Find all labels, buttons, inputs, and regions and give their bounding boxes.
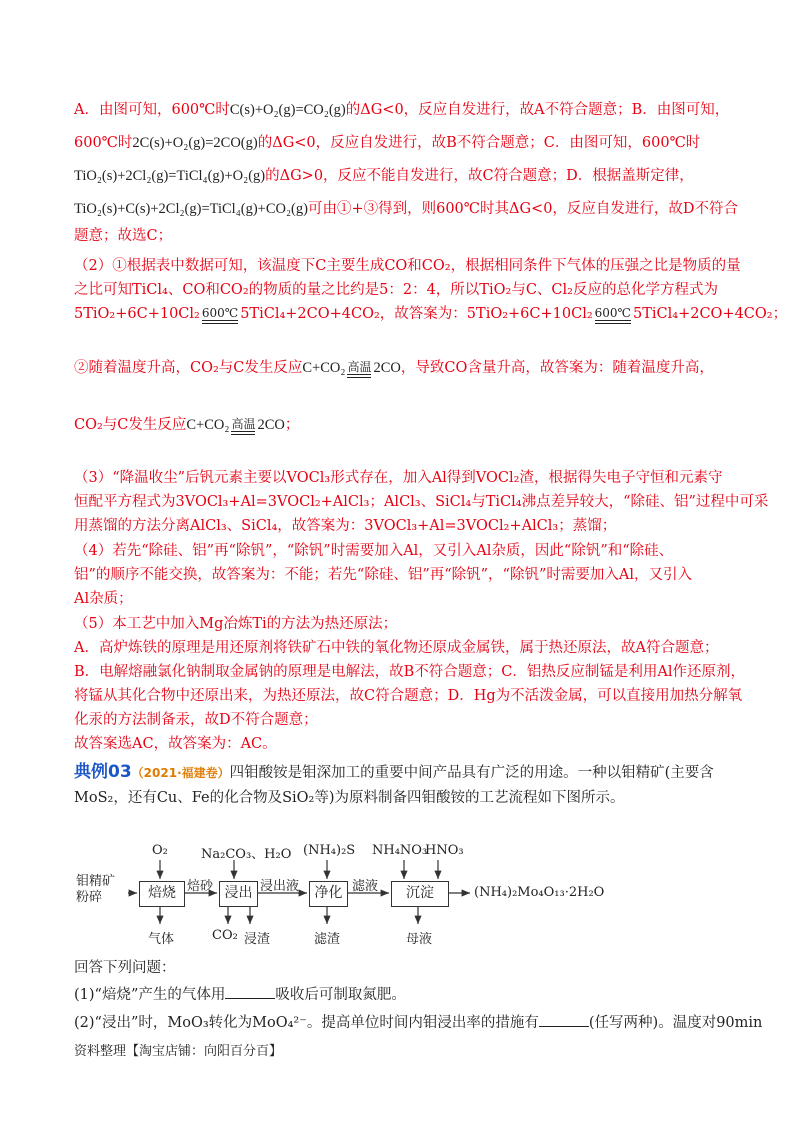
start-material [76, 874, 115, 906]
text: 将锰从其化合物中还原出来，为热还原法，故C符合题意；D．Hg为不活泼金属，可以直接用加热分解氧 [74, 688, 743, 704]
formula: C(s)+O₂(g)=CO₂(g) [229, 102, 346, 118]
condition-text: 600℃ [594, 306, 631, 320]
equation-right: 5TiCl₄+2CO+4CO₂ [240, 306, 380, 322]
condition-text: 高温 [347, 360, 372, 374]
input-label: (NH₄)₂S [303, 843, 356, 858]
condition-text: 600℃ [201, 306, 239, 320]
product-label: (NH₄)₂Mo₄O₁₃·2H₂O [474, 885, 605, 900]
step-purification [309, 881, 348, 907]
output-label: CO₂ [212, 928, 238, 943]
step-label: 浸出 [224, 885, 253, 901]
step-leaching [219, 881, 258, 907]
text: Al杂质； [74, 591, 133, 607]
equation-left: 5TiO₂+6C+10Cl₂ [74, 306, 200, 322]
formula: TiO₂(s)+2Cl₂(g)=TiCl₄(g)+O₂(g) [74, 168, 266, 184]
formula: 2CO [373, 360, 401, 376]
text: ，故答案为：5TiO₂+6C+10Cl₂ [379, 306, 593, 322]
text: 的ΔG>0，反应不能自发进行，故C符合题意；D．根据盖斯定律， [265, 168, 694, 184]
input-label: NH₄NO₃ [372, 843, 428, 858]
text: ； [284, 417, 300, 433]
example-intro: MoS₂，还有Cu、Fe的化合物及SiO₂等)为原料制备四钼酸铵的工艺流程如下图所示。 [74, 790, 625, 806]
input-label: O₂ [152, 843, 168, 858]
text: 的ΔG<0，反应自发进行，故A不符合题意；B．由图可知， [345, 102, 730, 118]
text: 600℃时 [74, 135, 133, 151]
text: 题意；故选C； [74, 228, 173, 244]
text: （5）本工艺中加入Mg冶炼Ti的方法为热还原法； [74, 616, 398, 632]
question-2 [74, 1012, 762, 1033]
text: 用蒸馏的方法分离AlCl₃、SiCl₄，故答案为：3VOCl₃+Al=3VOCl₂+AlCl₃；蒸馏； [74, 518, 617, 534]
formula: 2C(s)+O₂(g)=2CO(g) [132, 135, 258, 151]
text: 铝”的顺序不能交换，故答案为：不能；若先“除硅、铝”再“除钒”，“除钒”时需要加入Al，又引入 [74, 567, 692, 583]
step-label: 焙烧 [148, 885, 176, 901]
formula: TiO₂(s)+C(s)+2Cl₂(g)=TiCl₄(g)+CO₂(g) [74, 201, 308, 217]
footer-note: 资料整理【淘宝店铺：向阳百分百】 [74, 1044, 283, 1059]
start-label: 粉碎 [76, 890, 103, 905]
formula: C+CO₂ [302, 360, 346, 376]
formula: 2CO [257, 417, 285, 433]
question-1 [74, 984, 406, 1005]
start-label: 钼精矿 [76, 874, 116, 889]
text: CO₂与C发生反应 [74, 417, 187, 433]
text: A．高炉炼铁的原理是用还原剂将铁矿石中铁的氧化物还原成金属铁，属于热还原法，故A符合题意； [74, 640, 719, 656]
text: (任写两种)。温度对90min [588, 1015, 763, 1031]
step-label: 净化 [314, 885, 343, 901]
step-roasting [139, 881, 185, 907]
input-label: HNO₃ [425, 843, 464, 858]
text: B．电解熔融氯化钠制取金属钠的原理是电解法，故B不符合题意；C．铝热反应制锰是利用Al作还原剂， [74, 664, 746, 680]
example-title: 典例03 [74, 762, 132, 782]
output-label: 滤渣 [314, 932, 341, 947]
text: （3）“降温收尘”后钒元素主要以VOCl₃形式存在，加入Al得到VOCl₂渣，根据得失电子守恒和元素守 [74, 470, 723, 486]
text: （4）若先“除硅、铝”再“除钒”，“除钒”时需要加入Al，又引入Al杂质，因此“除钒”和“除硅、 [74, 543, 674, 559]
text: 之比可知TiCl₄、CO和CO₂的物质的量之比约是5：2：4，所以TiO₂与C、Cl₂反应的总化学方程式为 [74, 282, 718, 298]
input-label: Na₂CO₃、H₂O [201, 847, 292, 862]
stream-label: 浸出液 [260, 879, 300, 894]
text: （2）①根据表中数据可知，该温度下C主要生成CO和CO₂，根据相同条件下气体的压强之比是物质的量 [74, 258, 741, 274]
text: (2)“浸出”时，MoO₃转化为MoO₄²⁻。提高单位时间内钼浸出率的措施有 [74, 1015, 539, 1031]
answer-blank[interactable] [225, 984, 275, 999]
output-label: 浸渣 [244, 932, 271, 947]
step-precipitation [391, 881, 449, 907]
text: 吸收后可制取氮肥。 [275, 987, 406, 1003]
text: 回答下列问题： [74, 960, 176, 976]
output-label: 气体 [148, 932, 175, 947]
step-label: 沉淀 [406, 885, 434, 901]
equation-right: 5TiCl₄+2CO+4CO₂； [632, 306, 788, 322]
example-intro: 四钼酸铵是钼深加工的重要中间产品具有广泛的用途。一种以钼精矿(主要含 [229, 765, 714, 781]
answer-blank[interactable] [539, 1012, 589, 1027]
output-label: 母液 [406, 932, 433, 947]
text: 化汞的方法制备汞，故D不符合题意； [74, 712, 318, 728]
text: ，导致CO含量升高，故答案为：随着温度升高， [400, 360, 714, 376]
text: ②随着温度升高，CO₂与C发生反应 [74, 360, 303, 376]
stream-label: 滤液 [352, 879, 379, 894]
text: 的ΔG<0，反应自发进行，故B不符合题意；C．由图可知，600℃时 [257, 135, 701, 151]
text: A．由图可知，600℃时 [74, 102, 230, 118]
text: 可由①+③得到，则600℃时其ΔG<0，反应自发进行，故D不符合 [307, 201, 739, 217]
text: (1)“焙烧”产生的气体用 [74, 987, 226, 1003]
condition-text: 高温 [231, 417, 256, 431]
text: 恒配平方程式为3VOCl₃+Al=3VOCl₂+AlCl₃；AlCl₃、SiCl₄与TiCl₄沸点差异较大，“除硅、铝”过程中可采 [74, 494, 769, 510]
example-source: （2021·福建卷） [131, 766, 230, 780]
stream-label: 焙砂 [187, 879, 214, 894]
text: 故答案选AC，故答案为：AC。 [74, 736, 277, 752]
formula: C+CO₂ [186, 417, 230, 433]
questions-lead [74, 958, 176, 978]
